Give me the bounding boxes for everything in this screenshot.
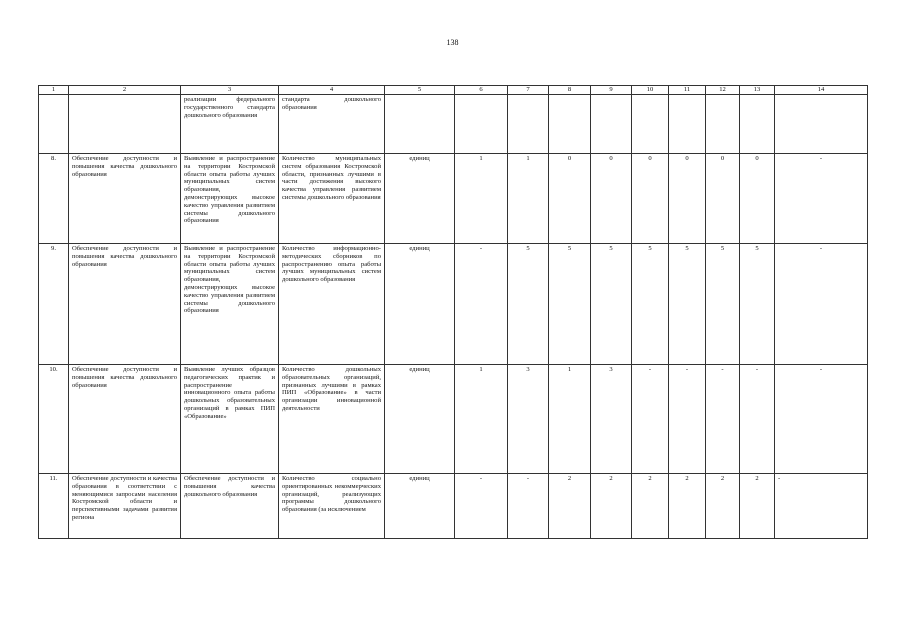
value-cell: 5	[632, 244, 669, 365]
note-cell	[775, 95, 868, 154]
column-number: 14	[775, 86, 868, 95]
page-number: 138	[446, 38, 459, 47]
value-cell: 5	[591, 244, 632, 365]
value-cell	[669, 95, 706, 154]
column-number: 8	[549, 86, 591, 95]
value-cell: 3	[591, 365, 632, 474]
unit-cell: единиц	[385, 474, 455, 539]
row-number: 8.	[39, 154, 69, 244]
column-number: 13	[740, 86, 775, 95]
value-cell	[455, 95, 508, 154]
value-cell: 0	[632, 154, 669, 244]
value-cell	[740, 95, 775, 154]
unit-cell: единиц	[385, 154, 455, 244]
indicator-cell: Количество дошкольных образовательных организаций, признанных лучшими в рамках ПИП «Образование» в части организации инновационной деятельности	[279, 365, 385, 474]
value-cell: -	[740, 365, 775, 474]
value-cell: 5	[706, 244, 740, 365]
value-cell: 2	[740, 474, 775, 539]
value-cell: 3	[508, 365, 549, 474]
event-cell: Выявление лучших образцов педагогических практик и распространение инновационного опыта работы дошкольных образовательных организаций в рамках ПИП «Образование»	[181, 365, 279, 474]
row-number: 11.	[39, 474, 69, 539]
value-cell: -	[632, 365, 669, 474]
value-cell: 2	[632, 474, 669, 539]
column-number: 5	[385, 86, 455, 95]
value-cell: 5	[740, 244, 775, 365]
value-cell: 5	[669, 244, 706, 365]
value-cell: -	[669, 365, 706, 474]
value-cell: -	[508, 474, 549, 539]
table-row	[39, 95, 868, 154]
value-cell	[706, 95, 740, 154]
task-cell: Обеспечение доступности и повышения качества дошкольного образования	[69, 244, 181, 365]
column-number: 10	[632, 86, 669, 95]
value-cell: 1	[508, 154, 549, 244]
unit-cell: единиц	[385, 365, 455, 474]
note-cell: -	[775, 365, 868, 474]
value-cell: 0	[669, 154, 706, 244]
unit-cell: единиц	[385, 244, 455, 365]
value-cell: 2	[549, 474, 591, 539]
indicators-table	[38, 85, 868, 539]
value-cell: 1	[549, 365, 591, 474]
value-cell: 2	[706, 474, 740, 539]
note-cell: -	[775, 244, 868, 365]
indicator-cell: Количество информационно-методических сборников по распространению опыта работы лучших муниципальных систем дошкольного образования	[279, 244, 385, 365]
value-cell: -	[455, 244, 508, 365]
value-cell: 0	[706, 154, 740, 244]
value-cell: 0	[591, 154, 632, 244]
value-cell	[591, 95, 632, 154]
note-cell: -	[775, 474, 868, 539]
table-row	[39, 244, 868, 365]
indicator-cell: Количество социально ориентированных некоммерческих организаций, реализующих программы дошкольного образования (за исключением	[279, 474, 385, 539]
task-cell: Обеспечение доступности и повышения качества дошкольного образования	[69, 154, 181, 244]
column-number: 11	[669, 86, 706, 95]
table-row	[39, 474, 868, 539]
value-cell: 2	[669, 474, 706, 539]
value-cell	[549, 95, 591, 154]
value-cell: 0	[740, 154, 775, 244]
indicator-cell: стандарта дошкольного образования	[279, 95, 385, 154]
column-number: 6	[455, 86, 508, 95]
row-number: 10.	[39, 365, 69, 474]
table-row	[39, 365, 868, 474]
value-cell: 5	[508, 244, 549, 365]
value-cell: -	[455, 474, 508, 539]
value-cell: 1	[455, 154, 508, 244]
event-cell: реализации федерального государственного стандарта дошкольного образования	[181, 95, 279, 154]
column-number: 12	[706, 86, 740, 95]
value-cell: 2	[591, 474, 632, 539]
task-cell	[69, 95, 181, 154]
value-cell: 0	[549, 154, 591, 244]
note-cell: -	[775, 154, 868, 244]
task-cell: Обеспечение доступности и повышения качества дошкольного образования	[69, 365, 181, 474]
value-cell: 1	[455, 365, 508, 474]
value-cell	[508, 95, 549, 154]
event-cell: Обеспечение доступности и повышения качества дошкольного образования	[181, 474, 279, 539]
value-cell	[632, 95, 669, 154]
column-number: 1	[39, 86, 69, 95]
column-number: 4	[279, 86, 385, 95]
value-cell: -	[706, 365, 740, 474]
unit-cell	[385, 95, 455, 154]
column-number: 7	[508, 86, 549, 95]
column-number: 9	[591, 86, 632, 95]
column-number: 2	[69, 86, 181, 95]
row-number: 9.	[39, 244, 69, 365]
event-cell: Выявление и распространение на территории Костромской области опыта работы лучших муниципальных систем образования, демонстрирующих высокое качество управления развитием системы дошкольного образования	[181, 154, 279, 244]
column-number: 3	[181, 86, 279, 95]
indicator-cell: Количество муниципальных систем образования Костромской области, признанных лучшими в части достижения высокого качества управления развитием системы дошкольного образования	[279, 154, 385, 244]
column-number-row	[39, 86, 868, 95]
event-cell: Выявление и распространение на территории Костромской области опыта работы лучших муниципальных систем образования, демонстрирующих высокое качество управления развитием системы дошкольного образования	[181, 244, 279, 365]
value-cell: 5	[549, 244, 591, 365]
table-row	[39, 154, 868, 244]
task-cell: Обеспечение доступности и качества образования в соответствии с меняющимися запросами населения Костромской области и перспективными задачами развития региона	[69, 474, 181, 539]
row-number	[39, 95, 69, 154]
